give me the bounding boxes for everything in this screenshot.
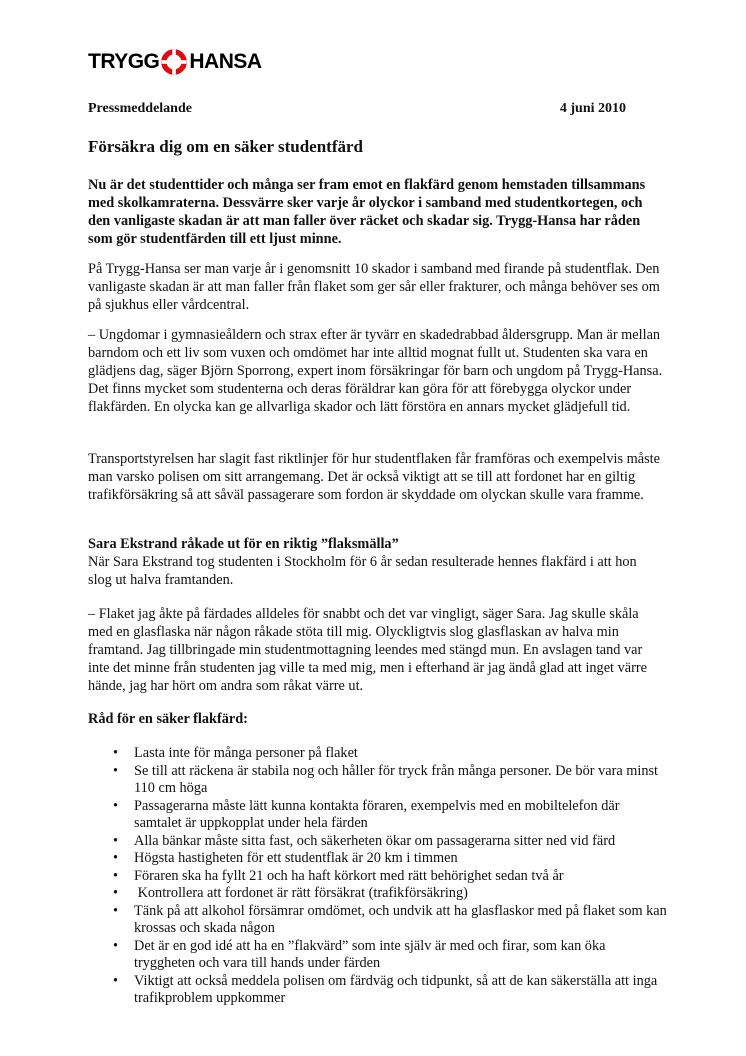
bullet-icon: • (113, 885, 119, 901)
document-label: Pressmeddelande (88, 101, 192, 116)
list-item: • Se till att räckena är stabila nog och håller för tryck från många personer. De bör vara minst 110 cm höga (113, 762, 659, 796)
bullet-icon: • (113, 902, 119, 919)
bullet-icon: • (113, 850, 119, 866)
body-paragraph-3: Transportstyrelsen har slagit fast riktlinjer för hur studentflaken får framföras och exempelvis måste man varsko polisen om sitt arrangemang. Det är också viktigt att se till att fordonet har en giltig trafikförsäkring så att såväl passagerare som fordon är skyddade om olyckan skulle vara framme. (88, 451, 660, 503)
logo-left-word: TRYGG (88, 50, 160, 73)
body-paragraph-1: På Trygg-Hansa ser man varje år i genomsnitt 10 skador i samband med firande på studentflak. Den vanligaste skadan är att man faller från flaket som ger sår eller frakturer, och många behöver ses om på sjukhus eller vårdcentral. (88, 261, 660, 313)
logo-right-word: HANSA (189, 50, 262, 73)
list-item: • Viktigt att också meddela polisen om färdväg och tidpunkt, så att de kan säkerställa att inga trafikproblem uppkommer (113, 972, 658, 1006)
list-item: • Lasta inte för många personer på flaket (113, 745, 358, 761)
bullet-icon: • (113, 762, 119, 779)
bullet-icon: • (113, 867, 119, 884)
story-heading: Sara Ekstrand råkade ut för en riktig ”flaksmälla” (88, 536, 399, 552)
lifebuoy-icon (161, 49, 187, 75)
page-title: Försäkra dig om en säker studentfärd (88, 137, 363, 156)
story-paragraph-2: – Flaket jag åkte på färdades alldeles för snabbt och det var vingligt, säger Sara. Jag skulle skåla med en glasflaska när någon råkade stöta till mig. Olyckligtvis slog glasflaskan av halva min framtand. Jag tillbringade min studentmottagning leendes med stängd mun. En avslagen tand var inte det minne från studenten jag ville ta med mig, men i efterhand är jag ändå glad att inget värre hände, jag har hört om andra som råkat värre ut. (88, 606, 647, 694)
bullet-icon: • (113, 832, 119, 849)
lead-paragraph: Nu är det studenttider och många ser fram emot en flakfärd genom hemstaden tillsammans med skolkamraterna. Dessvärre sker varje år olyckor i samband med studentkortegen, och den vanligaste skadan är att man faller över räcket och skadar sig. Trygg-Hansa har råden som gör studentfärden till ett ljust minne. (88, 177, 646, 247)
list-item: • Högsta hastigheten för ett studentflak är 20 km i timmen (113, 850, 458, 866)
advice-heading: Råd för en säker flakfärd: (88, 711, 248, 727)
trygg-hansa-logo (88, 48, 262, 76)
list-item: • Tänk på att alkohol försämrar omdömet, och undvik att ha glasflaskor med på flaket som kan krossas och skada någon (113, 902, 667, 936)
list-item: • Kontrollera att fordonet är rätt försäkrat (trafikförsäkring) (113, 885, 468, 901)
bullet-icon: • (113, 937, 119, 954)
advice-list (88, 745, 668, 1008)
bullet-icon: • (113, 972, 119, 989)
bullet-icon: • (113, 745, 119, 761)
list-item: • Det är en god idé att ha en ”flakvärd” som inte själv är med och firar, som kan öka tryggheten och vara till hands under färden (113, 937, 606, 971)
document-date: 4 juni 2010 (559, 101, 626, 116)
list-item: • Föraren ska ha fyllt 21 och ha haft körkort med rätt behörighet sedan två år (113, 867, 564, 884)
story-paragraph-1: När Sara Ekstrand tog studenten i Stockholm för 6 år sedan resulterade hennes flakfärd i att hon slog ut halva framtanden. (88, 554, 637, 588)
header-row (88, 101, 626, 117)
list-item: • Alla bänkar måste sitta fast, och säkerheten ökar om passagerarna sitter ned vid färd (113, 832, 616, 849)
bullet-icon: • (113, 797, 119, 814)
body-paragraph-2: – Ungdomar i gymnasieåldern och strax efter är tyvärr en skadedrabbad åldersgrupp. Man är mellan barndom och ett liv som vuxen och omdömet har inte alltid mognat fullt ut. Studenten ska vara en glädjens dag, säger Björn Sporrong, expert inom försäkringar för barn och ungdom på Trygg-Hansa. Det finns mycket som studenterna och deras föräldrar kan göra för att förebygga olyckor under flakfärden. En olycka kan ge allvarliga skador och lätt förstöra en annars mycket glädjefull tid. (88, 327, 663, 415)
list-item: • Passagerarna måste lätt kunna kontakta föraren, exempelvis med en mobiltelefon där samtalet är uppkopplat under hela färden (113, 797, 620, 831)
